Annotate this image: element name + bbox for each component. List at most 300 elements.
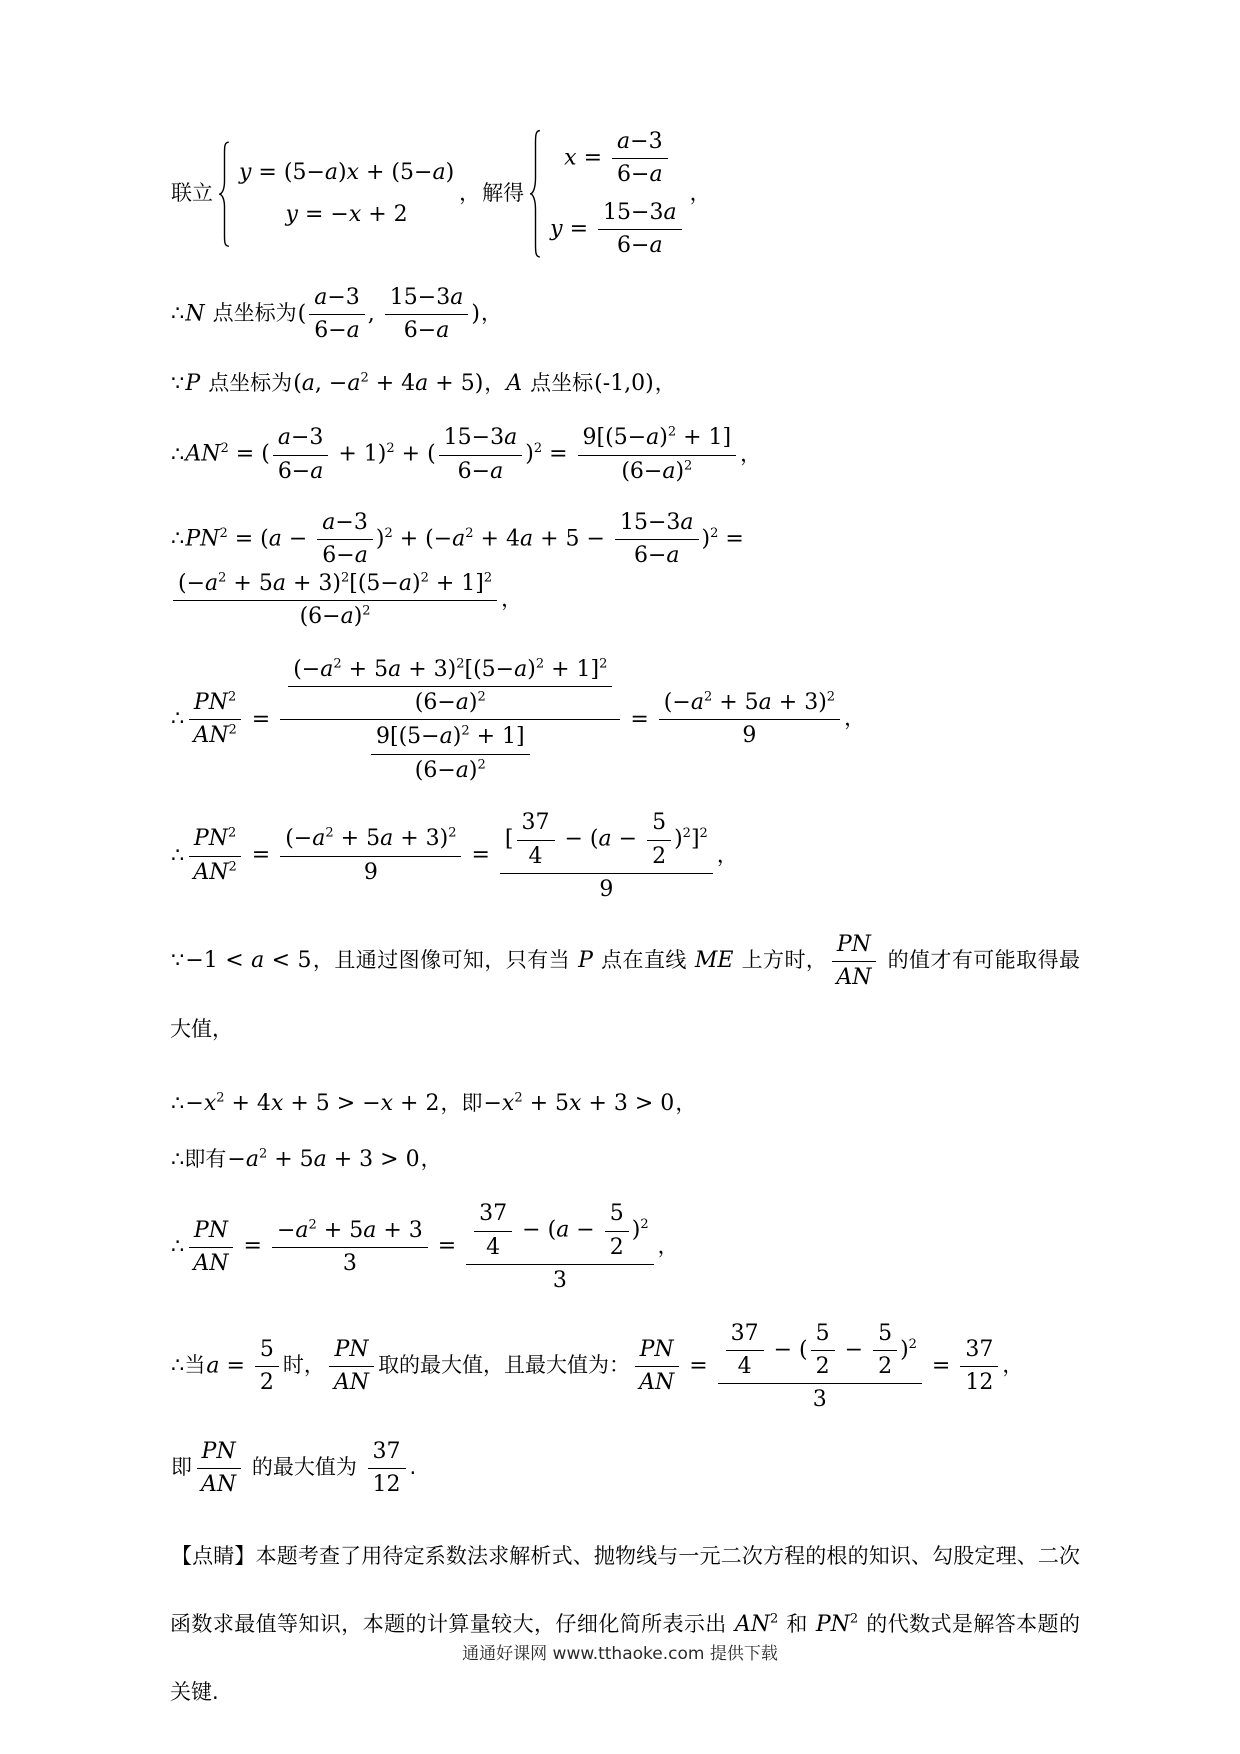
math-glyph-run: N xyxy=(185,300,205,326)
numerator xyxy=(368,1438,406,1469)
text-run: ∵ xyxy=(171,948,185,973)
math-glyph-run: + 5 xyxy=(522,1090,570,1116)
denominator xyxy=(737,720,761,749)
math-run xyxy=(640,1337,674,1362)
text-run: 上方时， xyxy=(734,948,828,973)
math-run xyxy=(742,723,756,748)
text-run: ， xyxy=(654,371,676,396)
superscript: 2 xyxy=(483,570,493,586)
math-glyph-run: + 5 xyxy=(316,1217,364,1243)
math-glyph-run: a xyxy=(490,458,504,484)
page-footer xyxy=(0,1639,1240,1664)
math-run xyxy=(342,657,457,682)
fraction xyxy=(188,689,241,750)
superscript: 2 xyxy=(216,1090,225,1106)
text-run: ， xyxy=(459,180,481,205)
math-glyph-run: + 5 xyxy=(333,826,381,852)
denominator xyxy=(410,687,491,716)
math-glyph-run: 9[(5− xyxy=(376,724,440,750)
math-run xyxy=(429,571,484,596)
superscript: 2 xyxy=(228,723,237,739)
math-glyph-run: − ( xyxy=(515,1217,557,1243)
math-glyph-run: a xyxy=(388,656,402,682)
math-run xyxy=(458,459,504,484)
math-glyph-run: 5 xyxy=(815,1320,830,1346)
math-glyph-run: a xyxy=(340,604,354,630)
text-run: ∴ xyxy=(171,842,185,867)
denominator xyxy=(196,1469,241,1498)
superscript: 2 xyxy=(308,1217,317,1233)
math-run xyxy=(836,965,871,990)
math-glyph-run: 4 xyxy=(528,843,543,869)
math-glyph-run: x xyxy=(569,1090,582,1116)
math-run xyxy=(550,216,595,241)
math-glyph-run: = xyxy=(623,706,656,732)
math-run xyxy=(813,1387,827,1412)
superscript: 2 xyxy=(710,526,719,542)
math-glyph-run: 2 xyxy=(259,1370,274,1396)
math-glyph-run: = xyxy=(464,842,497,868)
math-glyph-run: (− xyxy=(663,689,691,715)
math-glyph-run: a xyxy=(455,689,469,715)
superscript: 2 xyxy=(227,826,237,841)
math-run xyxy=(194,1218,228,1243)
math-run xyxy=(617,162,663,187)
math-glyph-run: ( xyxy=(293,371,302,397)
math-glyph-run: + 5 − xyxy=(533,526,612,552)
math-glyph-run: a xyxy=(556,1217,570,1243)
formula-line xyxy=(170,655,1080,785)
math-glyph-run: ) xyxy=(468,689,478,715)
math-run xyxy=(617,233,663,258)
math-run xyxy=(522,810,550,835)
math-glyph-run: a xyxy=(649,162,663,188)
math-glyph-run: ( xyxy=(297,300,307,326)
math-glyph-run: a xyxy=(320,656,334,682)
math-run xyxy=(286,202,408,227)
math-run xyxy=(228,526,315,551)
math-run xyxy=(185,1091,216,1116)
math-run xyxy=(529,844,543,869)
math-glyph-run: (− xyxy=(293,656,321,682)
math-glyph-run: ME xyxy=(694,948,734,974)
math-glyph-run: P xyxy=(578,948,593,974)
formula-line xyxy=(170,1523,1080,1728)
math-glyph-run: − xyxy=(483,1090,502,1116)
math-run xyxy=(376,724,461,749)
math-glyph-run: 2 xyxy=(609,1234,624,1260)
denominator xyxy=(338,1248,362,1277)
text-run: ， xyxy=(1002,1353,1024,1378)
math-glyph-run: ) xyxy=(353,604,363,630)
formula-line xyxy=(170,1438,1080,1499)
math-run xyxy=(229,442,270,467)
math-glyph-run: 15−3 xyxy=(389,284,451,310)
math-glyph-run: = (5− xyxy=(251,159,325,185)
numerator xyxy=(329,1336,373,1367)
math-glyph-run: 9 xyxy=(599,876,614,902)
math-glyph-run: + 5 xyxy=(712,689,759,715)
numerator xyxy=(189,825,241,856)
superscript: 2 xyxy=(420,570,429,586)
math-run xyxy=(464,843,496,868)
math-glyph-run: PN xyxy=(639,1336,674,1362)
fraction xyxy=(873,1320,897,1381)
numerator xyxy=(288,656,612,687)
numerator xyxy=(474,1200,512,1231)
math-glyph-run: [(5− xyxy=(349,570,399,596)
superscript: 2 xyxy=(227,689,237,705)
text-run: ，即 xyxy=(440,1090,483,1115)
equation-system-row xyxy=(239,157,454,189)
math-run xyxy=(415,690,478,715)
math-glyph-run: − ( xyxy=(557,826,599,852)
math-glyph-run: = xyxy=(219,1353,252,1379)
math-run xyxy=(691,827,700,852)
text-run: ∵ xyxy=(171,371,185,396)
math-glyph-run: 6− xyxy=(314,317,347,343)
math-glyph-run: 5 xyxy=(609,1201,624,1227)
text-run: ，且通过图像可知，只有当 xyxy=(312,948,578,973)
math-glyph-run: + 3 > 0 xyxy=(581,1090,675,1116)
fraction xyxy=(273,424,329,485)
math-glyph-run: AN xyxy=(639,1370,675,1396)
fraction xyxy=(811,1320,835,1381)
math-glyph-run: −3 xyxy=(327,284,360,310)
equation-system-row xyxy=(564,128,670,189)
math-run xyxy=(838,1337,870,1362)
math-glyph-run: P xyxy=(185,371,201,397)
denominator xyxy=(481,1232,505,1261)
superscript: 2 xyxy=(667,424,677,440)
math-glyph-run: x xyxy=(501,1090,515,1116)
math-glyph-run: − xyxy=(185,1090,204,1116)
math-glyph-run: 37 xyxy=(521,810,550,836)
math-run xyxy=(334,826,449,851)
math-glyph-run: = − xyxy=(297,201,349,227)
numerator xyxy=(189,689,241,720)
formula-line xyxy=(170,1199,1080,1294)
math-glyph-run: + 3) xyxy=(393,826,449,852)
equation-system-row xyxy=(550,199,684,260)
math-glyph-run: − xyxy=(569,1217,602,1243)
math-run xyxy=(194,826,228,851)
math-glyph-run: a xyxy=(363,1217,377,1243)
math-run xyxy=(239,160,454,185)
superscript: 2 xyxy=(514,1090,523,1106)
math-glyph-run: + 1] xyxy=(469,724,525,750)
math-run xyxy=(878,1321,892,1346)
math-glyph-run: 37 xyxy=(730,1320,759,1346)
math-glyph-run: A xyxy=(506,371,523,397)
math-run xyxy=(369,371,484,396)
math-glyph-run: a xyxy=(432,159,446,185)
text-run: ， xyxy=(657,1234,679,1259)
math-run xyxy=(558,827,645,852)
superscript: 2 xyxy=(220,441,229,457)
math-glyph-run: a xyxy=(324,159,338,185)
math-run xyxy=(317,1218,423,1243)
math-run xyxy=(470,724,525,749)
math-glyph-run: AN xyxy=(193,723,229,749)
math-glyph-run: + 3 xyxy=(376,1217,423,1243)
math-glyph-run: AN xyxy=(193,1251,229,1277)
math-glyph-run: + 3) xyxy=(771,689,827,715)
math-glyph-run: ) xyxy=(527,656,536,682)
math-run xyxy=(523,1091,675,1116)
text-run: 点坐标为 xyxy=(212,300,297,325)
math-glyph-run: a xyxy=(322,510,336,536)
denominator xyxy=(295,601,376,630)
math-run xyxy=(603,200,677,225)
math-run xyxy=(194,690,228,715)
math-run xyxy=(334,1337,368,1362)
superscript: 2 xyxy=(360,371,369,387)
math-glyph-run: 5 xyxy=(259,1336,274,1362)
formula-line xyxy=(170,808,1080,903)
math-glyph-run: (6− xyxy=(621,458,663,484)
math-glyph-run: ) xyxy=(674,826,683,852)
superscript: 2 xyxy=(465,526,474,542)
formula-line xyxy=(170,1088,1080,1120)
numerator xyxy=(605,1200,629,1231)
math-run xyxy=(553,1268,567,1293)
formula-line xyxy=(170,1319,1080,1414)
math-glyph-run: = xyxy=(244,706,278,732)
math-glyph-run: ) xyxy=(471,300,480,326)
math-glyph-run: a xyxy=(514,656,528,682)
formula-line xyxy=(170,424,1080,485)
math-glyph-run: + 1] xyxy=(544,656,600,682)
math-run xyxy=(415,758,478,783)
superscript: 2 xyxy=(333,656,342,672)
math-run xyxy=(185,371,207,396)
math-glyph-run: (6− xyxy=(414,757,456,783)
math-glyph-run: a xyxy=(277,425,291,451)
denominator xyxy=(548,1265,572,1294)
math-run xyxy=(599,877,613,902)
text-run: ， xyxy=(689,180,711,205)
math-glyph-run: y xyxy=(550,216,563,242)
math-glyph-run: a xyxy=(436,317,450,343)
math-glyph-run: PN xyxy=(815,1611,850,1637)
math-glyph-run: a xyxy=(295,1217,309,1243)
math-run xyxy=(178,571,218,596)
math-run xyxy=(267,1147,419,1172)
math-run xyxy=(639,1370,674,1395)
math-glyph-run: a xyxy=(347,371,361,397)
math-glyph-run: ) xyxy=(468,757,478,783)
superscript: 2 xyxy=(533,441,543,457)
text-run: 解得 xyxy=(482,180,525,205)
math-run xyxy=(925,1353,957,1378)
math-glyph-run: + 4 xyxy=(368,371,416,397)
numerator xyxy=(280,655,620,721)
numerator xyxy=(371,723,530,754)
math-glyph-run: 15−3 xyxy=(619,510,681,536)
fraction xyxy=(612,128,668,189)
math-run xyxy=(634,543,680,568)
math-run xyxy=(373,1439,401,1464)
math-run xyxy=(515,1218,602,1243)
denominator xyxy=(329,1367,374,1396)
math-run xyxy=(837,932,871,957)
text-run: ， xyxy=(740,441,762,466)
denominator xyxy=(368,1469,406,1498)
fraction xyxy=(309,284,365,345)
math-glyph-run: ] xyxy=(690,826,700,852)
numerator xyxy=(659,689,840,720)
text-run: ∴当 xyxy=(171,1353,206,1378)
math-run xyxy=(277,1218,309,1243)
superscript: 2 xyxy=(218,570,227,586)
math-glyph-run: + 1) xyxy=(331,441,387,467)
math-run xyxy=(965,1337,993,1362)
text-run: ， xyxy=(480,300,502,325)
math-glyph-run: PN xyxy=(201,1438,236,1464)
numerator xyxy=(280,825,461,856)
superscript: 2 xyxy=(456,656,465,672)
text-run: 联立 xyxy=(171,180,213,205)
numerator xyxy=(466,1199,653,1265)
numerator xyxy=(309,284,365,315)
math-glyph-run: = xyxy=(924,1353,958,1379)
math-glyph-run: x xyxy=(270,1090,284,1116)
denominator xyxy=(188,1248,233,1277)
fraction xyxy=(718,1319,922,1414)
footer-text: 通通好课网 www.tthaoke.com 提供下载 xyxy=(462,1644,778,1664)
math-glyph-run: = xyxy=(682,1353,715,1379)
math-glyph-run: 6− xyxy=(457,458,491,484)
math-run xyxy=(652,844,666,869)
math-glyph-run: 6− xyxy=(403,317,437,343)
denominator xyxy=(309,315,365,344)
math-glyph-run: 9[(5− xyxy=(582,425,647,451)
math-run xyxy=(193,723,228,748)
math-glyph-run: x xyxy=(346,159,360,185)
denominator xyxy=(524,841,548,870)
text-run: ， xyxy=(716,842,738,867)
math-glyph-run: PN xyxy=(193,689,228,715)
denominator xyxy=(960,1367,998,1396)
math-glyph-run: + 2 xyxy=(393,1090,440,1116)
fraction xyxy=(598,199,682,260)
text-run: ， xyxy=(501,587,523,612)
math-glyph-run: 6− xyxy=(617,162,650,188)
math-glyph-run: a xyxy=(646,425,660,451)
math-glyph-run: + 1] xyxy=(676,425,732,451)
formula-line xyxy=(170,128,1080,260)
math-glyph-run: a xyxy=(245,1146,259,1172)
text-run: 的值才有可能取得最大值， xyxy=(170,948,1080,1041)
numerator xyxy=(173,570,497,601)
text-run: ∴ xyxy=(171,1234,185,1259)
text-run: 的最大值为 xyxy=(245,1455,364,1480)
math-run xyxy=(816,1321,830,1346)
math-glyph-run: a xyxy=(680,510,694,536)
math-run xyxy=(298,301,307,326)
math-glyph-run: , xyxy=(367,300,382,326)
math-run xyxy=(201,1472,236,1497)
equation-system xyxy=(218,140,454,248)
fraction xyxy=(605,1200,629,1261)
math-run xyxy=(206,1353,252,1378)
math-glyph-run: 6− xyxy=(617,233,650,259)
denominator xyxy=(612,159,668,188)
math-glyph-run: AN xyxy=(185,441,221,467)
math-glyph-run: = xyxy=(576,145,610,171)
math-glyph-run: ) xyxy=(525,441,534,467)
math-run xyxy=(621,459,684,484)
math-run xyxy=(738,1354,752,1379)
fraction xyxy=(288,656,612,717)
math-run xyxy=(245,843,277,868)
math-run xyxy=(185,948,311,973)
math-glyph-run: a xyxy=(690,689,704,715)
math-glyph-run: = xyxy=(236,1234,269,1260)
math-run xyxy=(578,948,593,973)
math-glyph-run: a xyxy=(310,458,324,484)
math-run xyxy=(260,1337,274,1362)
math-glyph-run: 2 xyxy=(652,843,667,869)
math-glyph-run: 3 xyxy=(342,1251,357,1277)
math-run xyxy=(610,1201,624,1226)
denominator xyxy=(410,755,491,784)
fraction xyxy=(647,809,671,870)
text-run: ∴即有 xyxy=(171,1146,227,1171)
math-glyph-run: + 3) xyxy=(285,570,341,596)
superscript: 2 xyxy=(477,689,486,705)
math-run xyxy=(610,1235,624,1260)
math-glyph-run xyxy=(200,371,207,396)
math-run xyxy=(444,425,518,450)
math-glyph-run: ) xyxy=(675,458,685,484)
formula-line xyxy=(170,368,1080,400)
fraction xyxy=(188,1217,233,1278)
fraction xyxy=(280,825,461,886)
numerator xyxy=(272,1217,428,1248)
math-glyph-run: a xyxy=(666,543,680,569)
math-glyph-run: a xyxy=(415,371,429,397)
fraction xyxy=(255,1336,279,1397)
text-run: ∴ xyxy=(171,1090,185,1115)
math-glyph-run: = ( xyxy=(227,526,269,552)
fraction xyxy=(517,809,555,870)
math-glyph-run: a xyxy=(398,570,412,596)
math-glyph-run: 2 xyxy=(878,1354,893,1380)
numerator xyxy=(615,509,699,540)
superscript: 2 xyxy=(362,603,371,619)
math-glyph-run: −3 xyxy=(335,510,368,536)
fraction xyxy=(439,424,523,485)
math-glyph-run: x xyxy=(564,145,577,171)
math-run xyxy=(431,1234,463,1259)
math-glyph-run: AN xyxy=(333,1370,370,1396)
math-run xyxy=(395,442,436,467)
numerator xyxy=(385,284,469,315)
equation-system-rows xyxy=(231,140,454,248)
denominator xyxy=(605,1232,629,1261)
equation-system xyxy=(529,128,684,260)
math-glyph-run: ) xyxy=(631,1217,641,1243)
math-glyph-run: 37 xyxy=(372,1438,401,1464)
math-glyph-run: a xyxy=(455,757,469,783)
math-run xyxy=(237,1234,269,1259)
fraction xyxy=(578,424,737,485)
superscript: 2 xyxy=(384,526,393,542)
math-run xyxy=(314,285,360,310)
math-glyph-run: + 3) xyxy=(401,656,457,682)
